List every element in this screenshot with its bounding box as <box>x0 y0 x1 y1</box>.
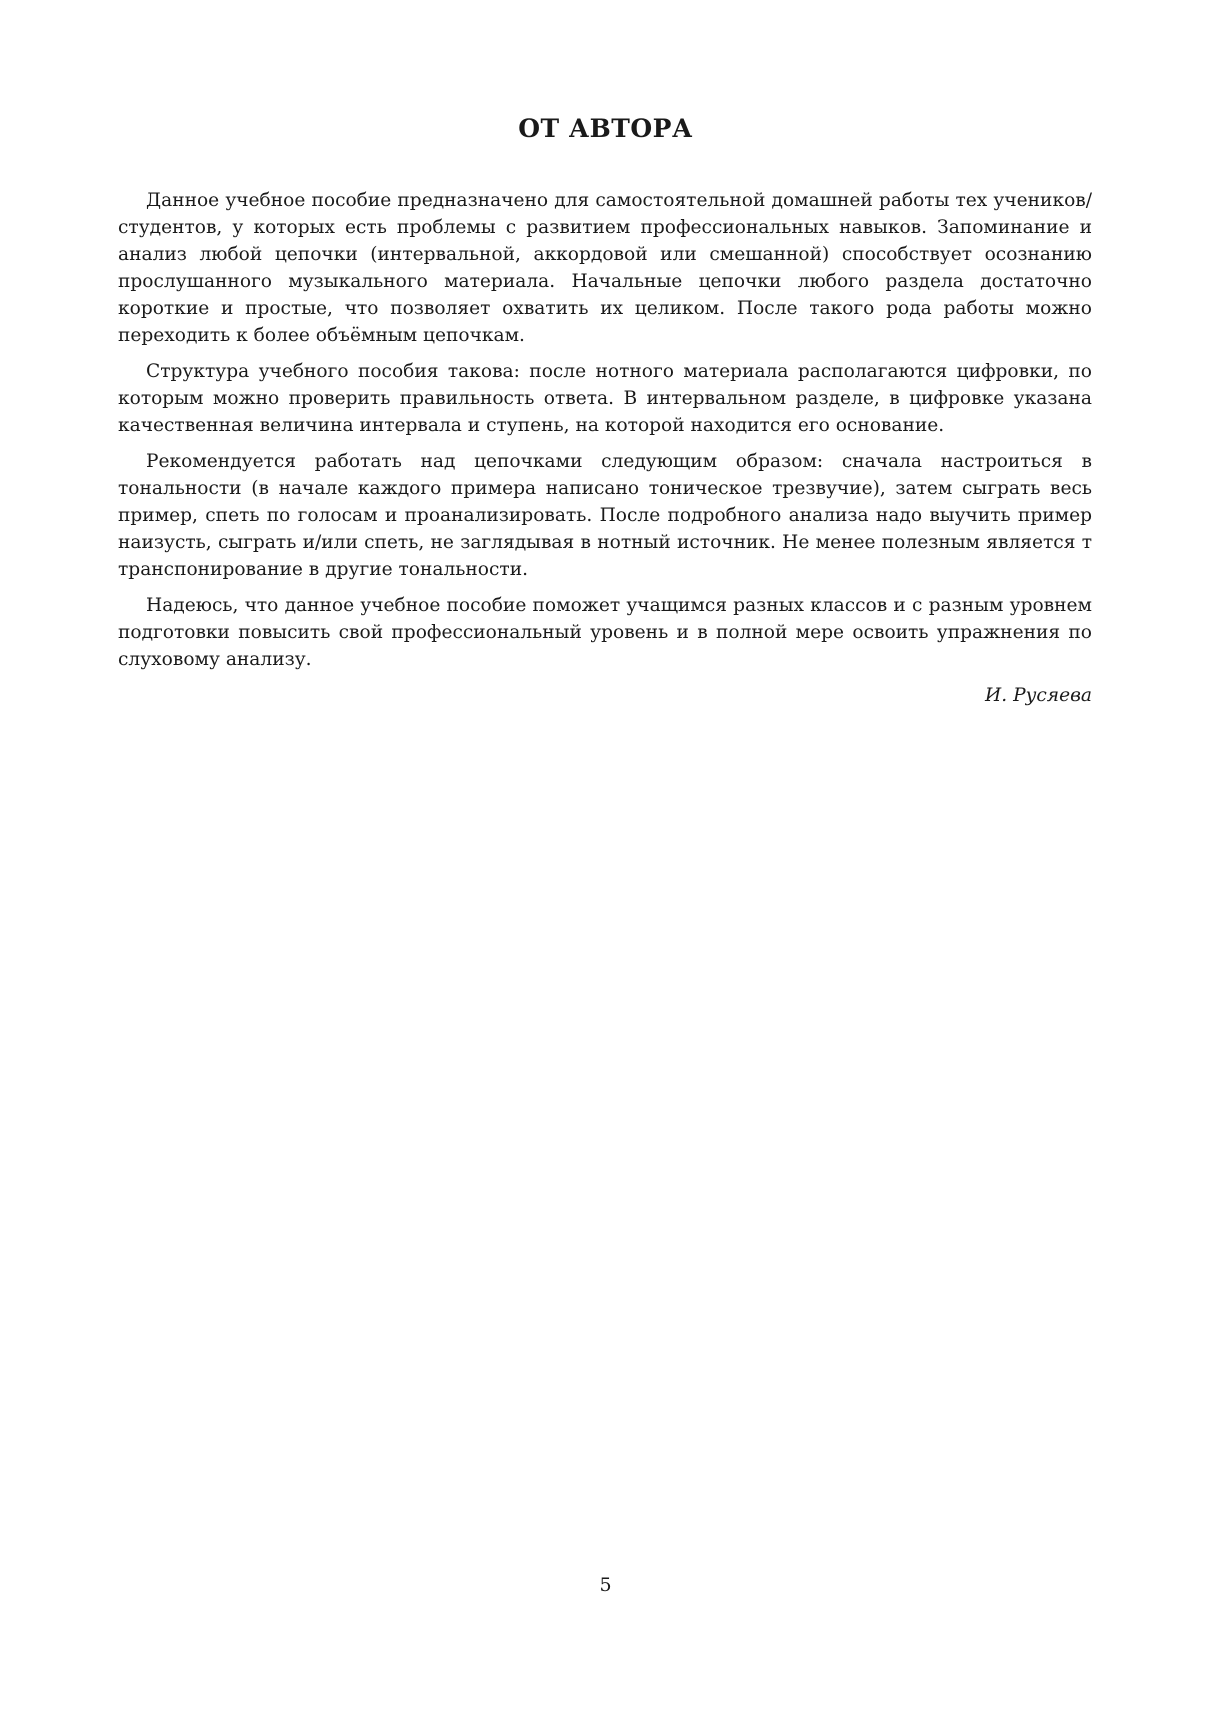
paragraph-1: Данное учебное пособие предназначено для самостоятельной домашней работы тех учеников/студентов, у которых есть проблемы с развитием профессиональных навыков. Запоминание и анализ любой цепочки (интервальной, аккордовой или смешанной) способствует осознанию прослушанного музыкального материала. Начальные цепочки любого раздела достаточно короткие и простые, что позволяет охватить их целиком. После такого рода работы можно переходить к более объёмным цепочкам. <box>118 190 1092 346</box>
paragraph-3: Рекомендуется работать над цепочками следующим образом: сначала настроиться в тональности (в начале каждого примера написано тоническое трезвучие), затем сыграть весь пример, спеть по голосам и проанализировать. После подробного анализа надо выучить пример наизусть, сыграть и/или спеть, не заглядывая в нотный источник. Не менее полезным является т транспонирование в другие тональности. <box>118 451 1092 580</box>
paragraph-2: Структура учебного пособия такова: после нотного материала располагаются цифровки, по которым можно проверить правильность ответа. В интервальном разделе, в цифровке указана качественная величина интервала и ступень, на которой находится его основание. <box>118 361 1092 436</box>
author-signature: И. Русяева <box>985 685 1092 706</box>
page-title: ОТ АВТОРА <box>518 114 693 143</box>
preface-body <box>118 187 1092 709</box>
paragraph-4: Надеюсь, что данное учебное пособие поможет учащимся разных классов и с разным уровнем подготовки повысить свой профессиональный уровень и в полной мере освоить упражнения по слуховому анализу. <box>118 595 1092 670</box>
page-number: 5 <box>599 1574 612 1596</box>
